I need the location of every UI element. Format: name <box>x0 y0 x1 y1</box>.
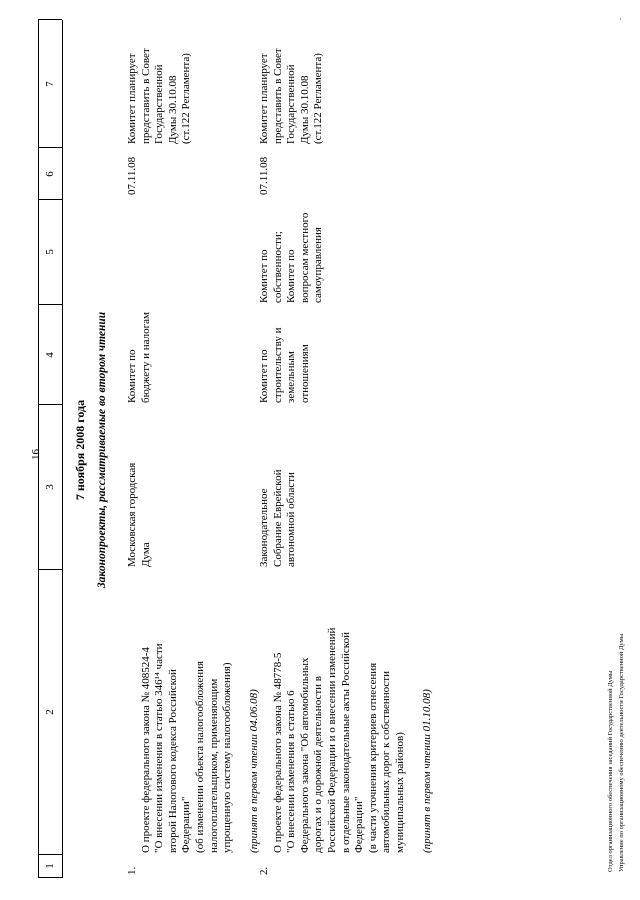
committee-note: Комитет планирует представить в Совет Государственной Думы 30.10.08 (ст.122 Регламента) <box>258 48 325 144</box>
reading-note: (принят в первом чтении 04.06.08) <box>248 689 261 853</box>
column-number: 3 <box>44 484 56 490</box>
footer-directorate: Управление по организационному обеспечению деятельности Государственной Думы <box>618 633 625 872</box>
initiator: Московская городская Дума <box>126 462 152 567</box>
section-heading: Законопроекты, рассматриваемые во втором чтении <box>96 311 108 589</box>
bill-description: О проекте федерального закона № 408524-4 "О внесении изменения в статью 346¹⁴ части второй Налогового кодекса Российской Федерации" (об изменении объекта налогообложения налогоплательщиком, применяющим упрощенную систему налогообложения) <box>139 643 234 853</box>
co-committees: Комитет по собственности; Комитет по вопросам местного самоуправления <box>258 212 325 303</box>
responsible-committee: Комитет по строительству и земельным отношениям <box>258 327 311 403</box>
footer-department: Отдел организационного обеспечения заседаний Государственной Думы <box>607 670 614 872</box>
column-divider <box>38 147 62 148</box>
column-divider <box>38 404 62 405</box>
column-number: 4 <box>44 352 56 358</box>
column-number: 5 <box>44 249 56 255</box>
row-number: 1. <box>126 866 138 875</box>
column-number: 6 <box>44 171 56 177</box>
responsible-committee: Комитет по бюджету и налогам <box>126 312 152 403</box>
column-divider <box>38 19 62 20</box>
column-divider <box>38 304 62 305</box>
date-heading: 7 ноября 2008 года <box>73 399 87 501</box>
bill-title <box>126 571 262 853</box>
row-number: 2. <box>258 866 270 875</box>
column-divider <box>38 199 62 200</box>
bill-description: О проекте федерального закона № 48778-5 "О внесении изменения в статью 6 Федерального закона "Об автомобильных дорогах и о дорожной деятельности в Российской Федерации и о внесении изменений в отдельные законодательные акты Российской Федерации" (в части уточнения критериев отнесения автомобильных дорог к собственности муниципальных районов) <box>271 627 406 853</box>
column-divider <box>38 569 62 570</box>
column-number: 7 <box>44 81 56 87</box>
bill-title <box>258 567 435 853</box>
column-number: 2 <box>44 709 56 715</box>
review-date: 07.11.08 <box>126 156 138 195</box>
committee-note: Комитет планирует представить в Совет Государственной Думы 30.10.08 (ст.122 Регламента) <box>126 48 193 144</box>
review-date: 07.11.08 <box>258 156 270 195</box>
page-number: 16 <box>30 449 42 460</box>
reading-note: (принят в первом чтении 01.10.08) <box>421 689 434 853</box>
corner-mark: . <box>614 18 623 20</box>
initiator: Законодательное Собрание Еврейской автономной области <box>258 469 298 567</box>
header-bottom-border <box>62 20 63 878</box>
table-top-border <box>38 20 39 878</box>
column-number: 1 <box>44 863 56 869</box>
